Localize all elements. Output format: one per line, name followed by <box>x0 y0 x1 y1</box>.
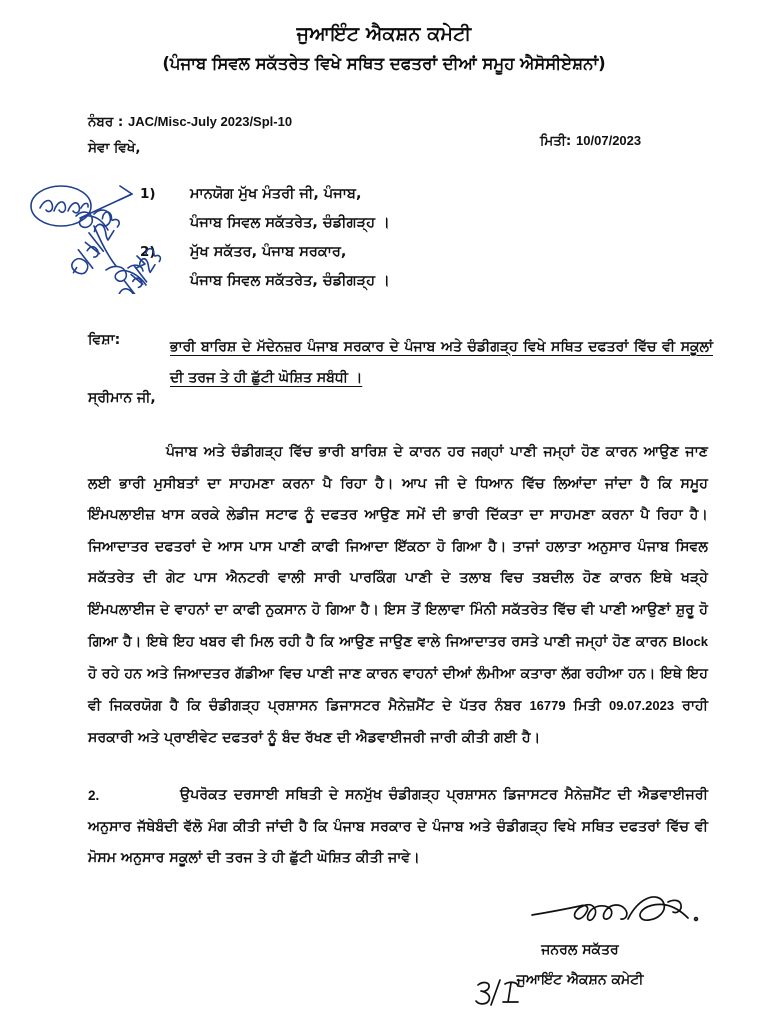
paragraph-2-text: ਉਪਰੋਕਤ ਦਰਸਾਈ ਸਥਿਤੀ ਦੇ ਸਨਮੁੱਖ ਚੰਡੀਗੜ੍ਹ ਪ੍ਰਸ਼ਾਸਨ ਡਿਜਾਸਟਰ ਮੈਨੇਜ਼ਮੈਂਟ ਦੀ ਐਡਵਾਈਜਰੀ ਅਨੁਸਾਰ ਜੱਥੇਬੰਦੀ ਵੱਲੋ ਮੰਗ ਕੀਤੀ ਜਾਂਦੀ ਹੈ ਕਿ ਪੰਜਾਬ ਸਰਕਾਰ ਦੇ ਪੰਜਾਬ ਅਤੇ ਚੰਡੀਗੜ੍ਹ ਵਿਖੇ ਸਥਿਤ ਦਫਤਰਾਂ ਵਿੱਚ ਵੀ ਮੋਸਮ ਅਨੁਸਾਰ ਸਕੂਲਾਂ ਦੀ ਤਰਜ ਤੇ ਹੀ ਛੁੱਟੀ ਘੋਸ਼ਿਤ ਕੀਤੀ ਜਾਵੇ। <box>88 787 708 866</box>
date-block <box>540 133 641 149</box>
date-label: ਮਿਤੀ: <box>540 133 572 149</box>
addressee-item <box>140 180 660 238</box>
paragraph-2-number: 2. <box>88 788 100 803</box>
paragraph-1-part-b: ਹੋ ਰਹੇ ਹਨ ਅਤੇ ਜਿਆਦਤਰ ਗੱਡੀਆ ਵਿਚ ਪਾਣੀ ਜਾਣ ਕਾਰਨ ਵਾਹਨਾਂ ਦੀਆਂ ਲੰਮੀਆ ਕਤਾਰਾ ਲੱਗ ਰਹੀਆ ਹਨ। ਇਥੇ ਇਹ ਵੀ ਜਿਕਰਯੋਗ ਹੈ ਕਿ ਚੰਡੀਗੜ੍ਹ ਪ੍ਰਸ਼ਾਸਨ ਡਿਜਾਸਟਰ ਮੈਨੇਜ਼ਮੈਂਟ ਦੇ ਪੱਤਰ ਨੰਬਰ <box>88 665 708 714</box>
addressee-list <box>140 180 660 296</box>
paragraph-1-part-c: ਮਿਤੀ <box>565 698 610 714</box>
subject-text: ਭਾਰੀ ਬਾਰਿਸ਼ ਦੇ ਮੱਦੇਨਜ਼ਰ ਪੰਜਾਬ ਸਰਕਾਰ ਦੇ ਪੰਜਾਬ ਅਤੇ ਚੰਡੀਗੜ੍ਹ ਵਿਖੇ ਸਥਿਤ ਦਫਤਰਾਂ ਵਿੱਚ ਵੀ ਸਕੂਲਾਂ ਦੀ ਤਰਜ ਤੇ ਹੀ ਛੁੱਟੀ ਘੋਸ਼ਿਤ ਸਬੰਧੀ । <box>170 339 713 386</box>
reference-line <box>88 110 292 136</box>
paragraph-1-letter-number: 16779 <box>529 698 566 713</box>
subject-row <box>88 332 713 394</box>
addressee-line: ਪੰਜਾਬ ਸਿਵਲ ਸਕੱਤਰੇਤ, ਚੰਡੀਗੜ੍ਹ । <box>190 273 390 289</box>
paragraph-1-latin-block: Block <box>672 634 708 649</box>
handwritten-annotation <box>24 178 174 294</box>
addressee-line: ਪੰਜਾਬ ਸਿਵਲ ਸਕੱਤਰੇਤ, ਚੰਡੀਗੜ੍ਹ । <box>190 215 390 231</box>
addressee-number: 1) <box>140 186 156 202</box>
addressee-lines <box>190 180 660 238</box>
body-paragraph-2 <box>88 780 708 875</box>
handwritten-signature <box>528 893 713 935</box>
organization-title: ਜੁਆਇੰਟ ਐਕਸ਼ਨ ਕਮੇਟੀ <box>296 23 472 45</box>
paragraph-1-part-d: ਰਾਹੀ ਸਰਕਾਰੀ ਅਤੇ ਪ੍ਰਾਈਵੇਟ ਦਫਤਰਾਂ ਨੂੰ ਬੰਦ ਰੱਖਣ ਦੀ ਐਡਵਾਈਜਰੀ ਜਾਰੀ ਕੀਤੀ ਗਈ ਹੈ। <box>88 698 709 746</box>
addressee-item <box>140 238 660 296</box>
letterhead <box>0 22 768 75</box>
organization-subtitle: (ਪੰਜਾਬ ਸਿਵਲ ਸਕੱਤਰੇਤ ਵਿਖੇ ਸਥਿਤ ਦਫਤਰਾਂ ਦੀਆਂ ਸਮੂਹ ਐਸੋਸੀਏਸ਼ਨਾਂ) <box>162 53 606 73</box>
signatory-designation: ਜਨਰਲ ਸਕੱਤਰ <box>541 942 619 958</box>
reference-label: ਨੰਬਰ : <box>88 114 124 130</box>
addressee-lines <box>190 238 660 296</box>
serve-to-label: ਸੇਵਾ ਵਿਖੇ, <box>88 140 141 156</box>
salutation: ਸ੍ਰੀਮਾਨ ਜੀ, <box>88 390 156 406</box>
reference-block <box>88 110 292 136</box>
date-value: 10/07/2023 <box>576 133 642 148</box>
paragraph-1-part-a: ਪੰਜਾਬ ਅਤੇ ਚੰਡੀਗੜ੍ਹ ਵਿੱਚ ਭਾਰੀ ਬਾਰਿਸ਼ ਦੇ ਕਾਰਨ ਹਰ ਜਗ੍ਹਾਂ ਪਾਣੀ ਜਮ੍ਹਾਂ ਹੋਣ ਕਾਰਨ ਆਉਣ ਜਾਣ ਲਈ ਭਾਰੀ ਮੁਸੀਬਤਾਂ ਦਾ ਸਾਹਮਣਾ ਕਰਨਾ ਪੈ ਰਿਹਾ ਹੈ। ਆਪ ਜੀ ਦੇ ਧਿਆਨ ਵਿੱਚ ਲਿਆਂਦਾ ਜਾਂਦਾ ਹੈ ਕਿ ਸਮੂਹ ਇੰਮਪਲਾਈਜ਼ ਖਾਸ ਕਰਕੇ ਲੇਡੀਜ ਸਟਾਫ ਨੂੰ ਦਫਤਰ ਆਉਣ ਸਮੇਂ ਦੀ ਭਾਰੀ ਦਿੱਕਤਾ ਦਾ ਸਾਹਮਣਾ ਕਰਨਾ ਪੈ ਰਿਹਾ ਹੈ। ਜਿਆਦਾਤਰ ਦਫਤਰਾਂ ਦੇ ਆਸ ਪਾਸ ਪਾਣੀ ਕਾਫੀ ਜਿਆਦਾ ਇੱਕਠਾ ਹੋ ਗਿਆ ਹੈ। ਤਾਜਾਂ ਹਲਾਤਾ ਅਨੁਸਾਰ ਪੰਜਾਬ ਸਿਵਲ ਸਕੱਤਰੇਤ ਦੀ ਗੇਟ ਪਾਸ ਐਨਟਰੀ ਵਾਲੀ ਸਾਰੀ ਪਾਰਕਿੰਗ ਪਾਣੀ ਦੇ ਤਲਾਬ ਵਿਚ ਤਬਦੀਲ ਹੋਣ ਕਾਰਨ ਇਥੇ ਖੜ੍ਹੇ ਇੰਮਪਲਾਈਜ ਦੇ ਵਾਹਨਾਂ ਦਾ ਕਾਫੀ ਨੁਕਸਾਨ ਹੋ ਗਿਆ ਹੈ। ਇਸ ਤੋਂ ਇਲਾਵਾ ਮਿੰਨੀ ਸਕੱਤਰੇਤ ਵਿੱਚ ਵੀ ਪਾਣੀ ਆਉਣਾਂ ਸ਼ੁਰੂ ਹੋ ਗਿਆ ਹੈ। ਇਥੇ ਇਹ ਖਬਰ ਵੀ ਮਿਲ ਰਹੀ ਹੈ ਕਿ ਆਉਣ ਜਾਉਣ ਵਾਲੇ ਜਿਆਦਾਤਰ ਰਸਤੇ ਪਾਣੀ ਜਮ੍ਹਾਂ ਹੋਣ ਕਾਰਨ <box>88 444 708 650</box>
subject-label: ਵਿਸ਼ਾ: <box>88 332 121 348</box>
paragraph-1-letter-date: 09.07.2023 <box>609 698 675 713</box>
addressee-number: 2) <box>140 244 156 260</box>
addressee-line: ਮੁੱਖ ਸਕੱਤਰ, ਪੰਜਾਬ ਸਰਕਾਰ, <box>190 244 347 260</box>
signatory-organization: ਜੁਆਇੰਟ ਐਕਸ਼ਨ ਕਮੇਟੀ <box>516 972 644 988</box>
reference-value: JAC/Misc-July 2023/Spl-10 <box>128 114 293 129</box>
addressee-line: ਮਾਨਯੋਗ ਮੁੱਖ ਮੰਤਰੀ ਜੀ, ਪੰਜਾਬ, <box>190 186 362 202</box>
body-paragraph-1 <box>88 437 708 754</box>
handwritten-page-mark <box>470 975 530 1009</box>
